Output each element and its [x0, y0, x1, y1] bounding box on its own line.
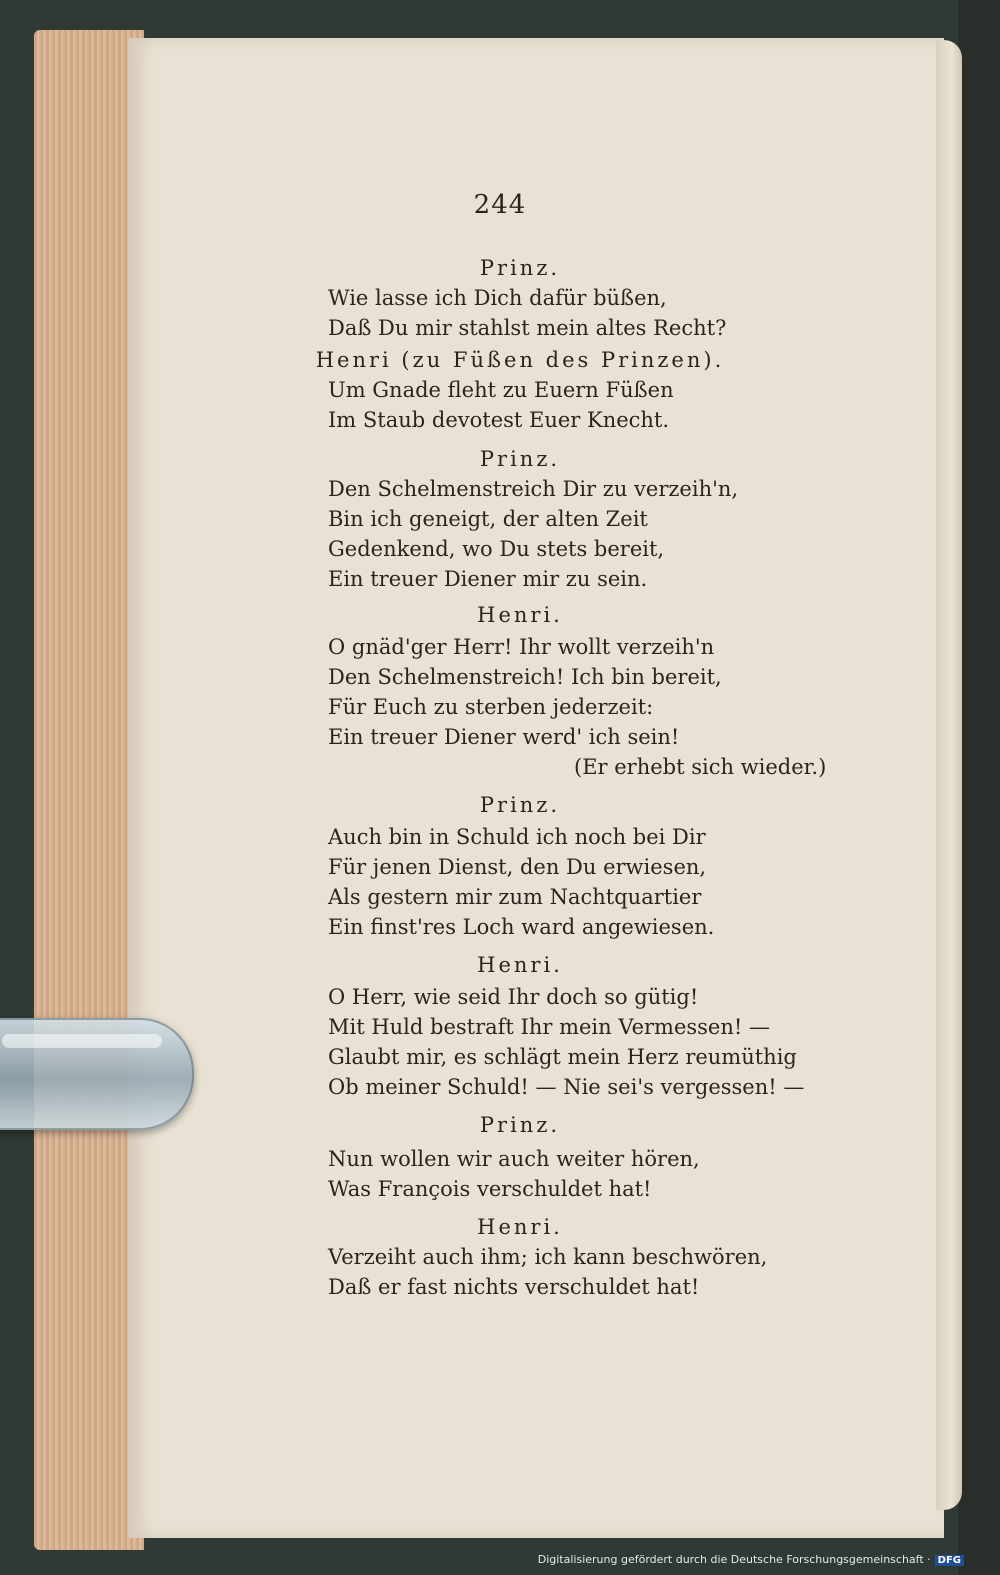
- verse-line: Ob meiner Schuld! — Nie sei's vergessen! —: [328, 1075, 805, 1099]
- verse-line: Gedenkend, wo Du stets bereit,: [328, 537, 665, 561]
- speaker-heading: Prinz.: [479, 447, 561, 471]
- scan-background: [958, 0, 1000, 1575]
- verse-line: Den Schelmenstreich Dir zu verzeih'n,: [328, 477, 739, 501]
- speaker-heading: Prinz.: [479, 793, 561, 817]
- verse-line: Verzeiht auch ihm; ich kann beschwören,: [328, 1245, 768, 1269]
- verse-line: Nun wollen wir auch weiter hören,: [328, 1147, 700, 1171]
- clip-highlight: [2, 1034, 162, 1048]
- verse-line: Daß Du mir stahlst mein altes Recht?: [328, 316, 727, 340]
- dfg-logo: DFG: [935, 1555, 964, 1566]
- verse-line: Glaubt mir, es schlägt mein Herz reumüthig: [328, 1045, 797, 1069]
- verse-line: Bin ich geneigt, der alten Zeit: [328, 507, 648, 531]
- verse-line: Für Euch zu sterben jederzeit:: [328, 695, 654, 719]
- verse-line: Als gestern mir zum Nachtquartier: [328, 885, 702, 909]
- verse-line: Auch bin in Schuld ich noch bei Dir: [328, 825, 706, 849]
- stage-direction: (Er erhebt sich wieder.): [574, 755, 827, 779]
- speaker-heading: Prinz.: [479, 1113, 561, 1137]
- page-clip: [0, 1018, 194, 1130]
- credit-text: Digitalisierung gefördert durch die Deutsche Forschungsgemeinschaft ·: [537, 1553, 931, 1566]
- verse-line: Um Gnade fleht zu Euern Füßen: [328, 378, 674, 402]
- verse-line: Mit Huld bestraft Ihr mein Vermessen! —: [328, 1015, 770, 1039]
- verse-line: Was François verschuldet hat!: [328, 1177, 652, 1201]
- verse-line: Ein finst'res Loch ward angewiesen.: [328, 915, 715, 939]
- verse-line: Wie lasse ich Dich dafür büßen,: [328, 286, 667, 310]
- speaker-heading: Henri.: [477, 603, 563, 627]
- digitization-credit: [538, 1553, 964, 1566]
- verse-line: Im Staub devotest Euer Knecht.: [328, 408, 670, 432]
- verse-line: Ein treuer Diener mir zu sein.: [328, 567, 648, 591]
- verse-line: O gnäd'ger Herr! Ihr wollt verzeih'n: [328, 635, 715, 659]
- verse-line: Daß er fast nichts verschuldet hat!: [328, 1275, 700, 1299]
- speaker-heading: Henri.: [477, 1215, 563, 1239]
- verse-line: Den Schelmenstreich! Ich bin bereit,: [328, 665, 722, 689]
- speaker-heading: Henri (zu Füßen des Prinzen).: [315, 348, 725, 372]
- page-number: 244: [473, 190, 527, 220]
- verse-line: O Herr, wie seid Ihr doch so gütig!: [328, 985, 699, 1009]
- verse-line: Für jenen Dienst, den Du erwiesen,: [328, 855, 707, 879]
- speaker-heading: Prinz.: [479, 256, 561, 280]
- verse-line: Ein treuer Diener werd' ich sein!: [328, 725, 680, 749]
- speaker-heading: Henri.: [477, 953, 563, 977]
